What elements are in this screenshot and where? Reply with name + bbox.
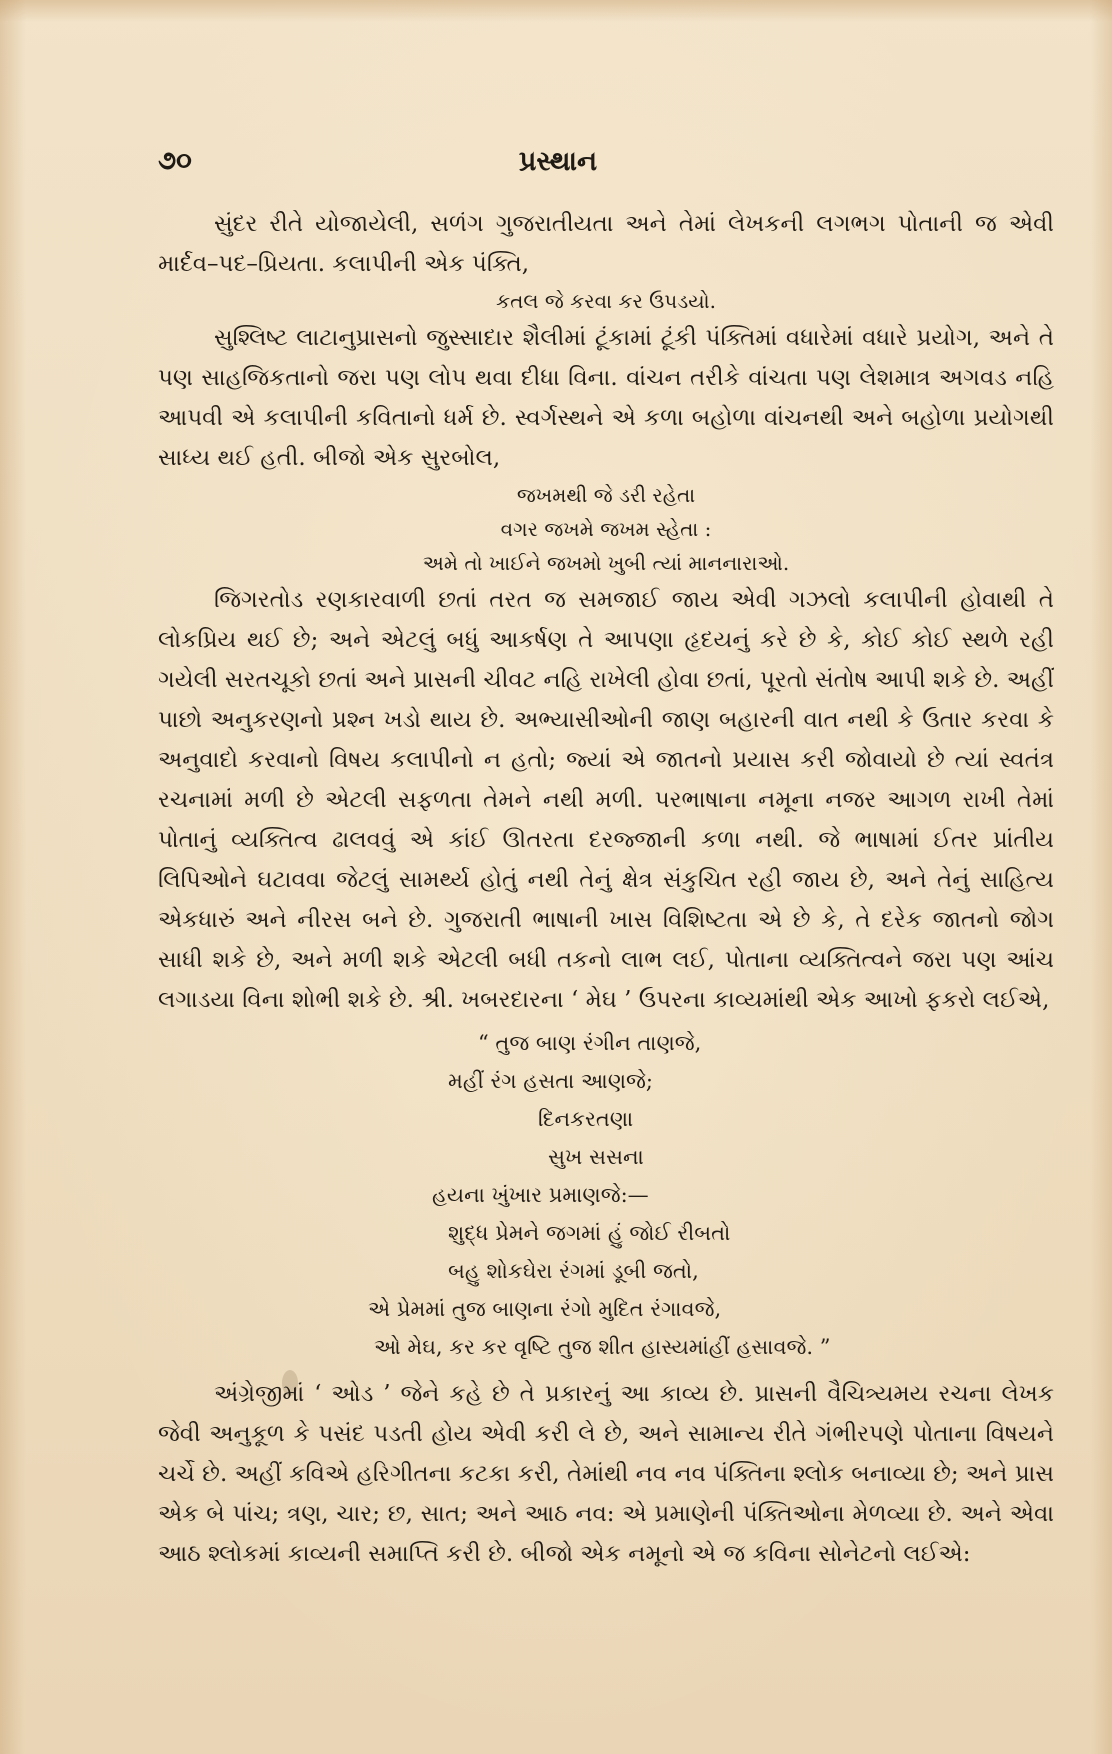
paragraph: જિગરતોડ રણકારવાળી છતાં તરત જ સમજાઈ જાય એવી ગઝલો કલાપીની હોવાથી તે લોકપ્રિય થઈ છે; અને એટલું બધું આકર્ષણ તે આપણા હૃદયનું કરે છે કે, કોઈ કોઈ સ્થળે રહી ગયેલી સરતચૂકો છતાં અને પ્રાસની ચીવટ નહિ રાખેલી હોવા છતાં, પૂરતો સંતોષ આપી શકે છે. અહીં પાછો અનુકરણનો પ્રશ્ન ખડો થાય છે. અભ્યાસીઓની જાણ બહારની વાત નથી કે ઉતાર કરવા કે અનુવાદો કરવાનો વિષય કલાપીનો ન હતો; જ્યાં એ જાતનો પ્રયાસ કરી જોવાયો છે ત્યાં સ્વતંત્ર રચનામાં મળી છે એટલી સફળતા તેમને નથી મળી. પરભાષાના નમૂના નજર આગળ રાખી તેમાં પોતાનું વ્યક્તિત્વ ઢાલવવું એ કાંઈ ઊતરતા દરજ્જાની કળા નથી. જે ભાષામાં ઈતર પ્રાંતીય લિપિઓને ઘટાવવા જેટલું સામર્થ્ય હોતું નથી તેનું ક્ષેત્ર સંકુચિત રહી જાય છે, અને તેનું સાહિત્ય એકધારું અને નીરસ બને છે. ગુજરાતી ભાષાની ખાસ વિશિષ્ટતા એ છે કે, તે દરેક જાતનો જોગ સાધી શકે છે, અને મળી શકે એટલી બધી તકનો લાભ લઈ, પોતાના વ્યક્તિત્વને જરા પણ આંચ લગાડયા વિના શોભી શકે છે. શ્રી. ખબરદારના ‘ મેઘ ’ ઉપરના કાવ્યમાંથી એક આખો ફકરો લઈએ, — [158, 587, 1054, 1013]
verse-line: જખમથી જે ડરી રહેતા — [516, 483, 696, 507]
poem-line: શુદ્ધ પ્રેમને જગમાં હું જોઈ રીબતો — [448, 1221, 731, 1245]
verse-quote — [158, 478, 1054, 580]
poem-line: બહુ શોકઘેરા રંગમાં ડૂબી જતો, — [448, 1259, 699, 1283]
poem-line: ઓ મેઘ, કર કર વૃષ્ટિ તુજ શીત હાસ્યમાંહીં હસાવજે. ” — [374, 1335, 831, 1359]
paragraph: સુંદર રીતે યોજાયેલી, સળંગ ગુજરાતીયતા અને તેમાં લેખકની લગભગ પોતાની જ એવી માર્દવ–પદ–પ્રિયતા. કલાપીની એક પંક્તિ, — [158, 211, 1054, 277]
verse-line: વગર જખમે જખમ સ્હેતા : — [500, 517, 712, 541]
page-header — [158, 146, 958, 186]
running-title: પ્રસ્થાન — [518, 146, 598, 177]
verse-quote — [158, 284, 1054, 318]
verse-line: કતલ જે કરવા કર ઉપડયો. — [496, 289, 716, 313]
poem-line: દિનકરતણા — [538, 1107, 634, 1131]
poem-line: હયના ખુંખાર પ્રમાણજે:— — [432, 1183, 649, 1207]
poem-line: “ તુજ બાણ રંગીન તાણજે, — [478, 1031, 702, 1055]
poem-line: સુખ સસના — [548, 1145, 644, 1169]
page-number: ૭૦ — [158, 146, 192, 176]
page-body — [158, 204, 1054, 1574]
paragraph: સુશ્લિષ્ટ લાટાનુપ્રાસનો જુસ્સાદાર શૈલીમાં ટૂંકામાં ટૂંકી પંક્તિમાં વધારેમાં વધારે પ્રયોગ, અને તે પણ સાહજિકતાનો જરા પણ લોપ થવા દીધા વિના. વાંચન તરીકે વાંચતા પણ લેશમાત્ર અગવડ નહિ આપવી એ કલાપીની કવિતાનો ધર્મ છે. સ્વર્ગસ્થને એ કળા બહોળા વાંચનથી અને બહોળા પ્રયોગથી સાધ્ય થઈ હતી. બીજો એક સુરબોલ, — [158, 325, 1054, 471]
poem-line: મહીં રંગ હસતા આણજે; — [448, 1069, 653, 1093]
poem-line: એ પ્રેમમાં તુજ બાણના રંગો મુદિત રંગાવજે, — [368, 1297, 722, 1321]
verse-line: અમે તો ખાઈને જખમો ખુબી ત્યાં માનનારાઓ. — [422, 551, 790, 575]
page-edge-shadow — [1090, 0, 1112, 1754]
paragraph: અંગ્રેજીમાં ‘ ઓડ ’ જેને કહે છે તે પ્રકારનું આ કાવ્ય છે. પ્રાસની વૈચિત્ર્યમય રચના લેખક જેવી અનુકૂળ કે પસંદ પડતી હોય એવી કરી લે છે, અને સામાન્ય રીતે ગંભીરપણે પોતાના વિષયને ચર્ચે છે. અહીં કવિએ હરિગીતના કટકા કરી, તેમાંથી નવ નવ પંક્તિના શ્લોક બનાવ્યા છે; અને પ્રાસ એક બે પાંચ; ત્રણ, ચાર; છ, સાત; અને આઠ નવ: એ પ્રમાણેની પંક્તિઓના મેળવ્યા છે. અને એવા આઠ શ્લોકમાં કાવ્યની સમાપ્તિ કરી છે. બીજો એક નમૂનો એ જ કવિના સોનેટનો લઈએ: — [158, 1381, 1054, 1567]
page-edge-shadow — [0, 0, 26, 1754]
poem-excerpt — [158, 1024, 1054, 1366]
page-edge-shadow — [0, 0, 1112, 22]
